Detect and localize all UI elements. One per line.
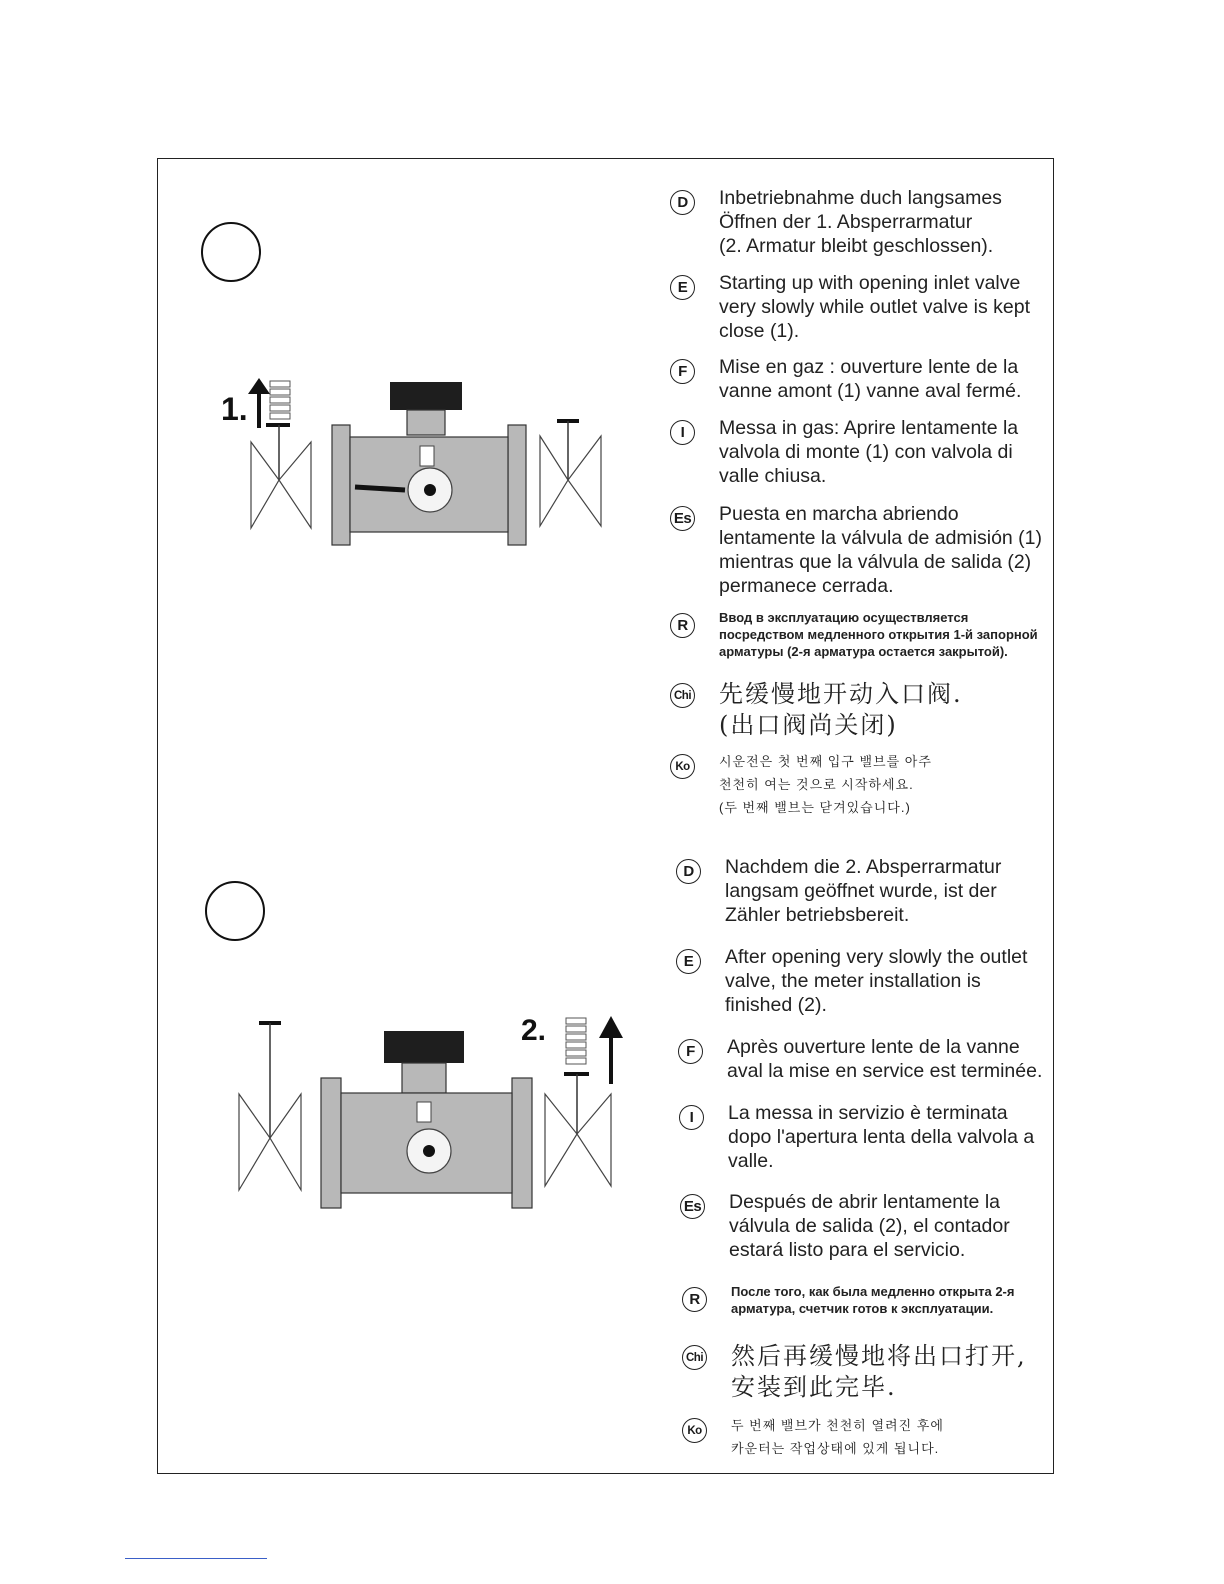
lang-badge-r: R [670, 613, 695, 638]
instruction-text: Mise en gaz : ouverture lente de la vanne amont (1) vanne aval fermé. [719, 356, 1022, 402]
inlet-valve-icon [239, 1023, 301, 1190]
instruction-text: 然后再缓慢地将出口打开, 安装到此完毕. [731, 1342, 1027, 1401]
instruction-text: Inbetriebnahme duch langsames Öffnen der 1. Absperrarmatur (2. Armatur bleibt geschlossen). [719, 187, 1002, 257]
instruction-es-1 [670, 502, 1042, 598]
gas-meter-icon [321, 1031, 532, 1208]
step-1-marker-circle [201, 222, 261, 282]
step-2-label: 2. [521, 1014, 547, 1047]
lang-badge-f: F [678, 1039, 703, 1064]
instruction-zh-1 [670, 679, 963, 741]
outlet-valve-icon [540, 421, 601, 526]
instruction-text: After opening very slowly the outlet valve, the meter installation is finished (2). [725, 946, 1028, 1016]
footnote-rule [125, 1558, 267, 1559]
instruction-es-2 [680, 1190, 1010, 1262]
step-2-marker-circle [205, 881, 265, 941]
lang-badge-d: D [676, 859, 701, 884]
lang-badge-ko: Ko [682, 1418, 707, 1443]
instruction-de-2 [676, 855, 1001, 927]
lang-badge-ko: Ko [670, 754, 695, 779]
instruction-it-2 [679, 1101, 1034, 1173]
instruction-text: Nachdem die 2. Absperrarmatur langsam geöffnet wurde, ist der Zähler betriebsbereit. [725, 856, 1002, 926]
instruction-text: 두 번째 밸브가 천천히 열려진 후에 카운터는 작업상태에 있게 됩니다. [731, 1418, 944, 1456]
lang-badge-chi: Chi [670, 683, 695, 708]
open-arrow-icon [599, 1016, 623, 1084]
instruction-text: 시운전은 첫 번째 입구 밸브를 아주 천천히 여는 것으로 시작하세요. (두 번째 밸브는 닫겨있습니다.) [719, 754, 932, 815]
instruction-text: La messa in servizio è terminata dopo l'apertura lenta della valvola a valle. [728, 1102, 1035, 1172]
step-1-diagram [215, 370, 615, 555]
instruction-de-1 [670, 186, 1002, 258]
instruction-ru-1 [670, 609, 1038, 660]
instruction-ru-2 [682, 1283, 1014, 1317]
instruction-it-1 [670, 416, 1018, 488]
instruction-text: 先缓慢地开动入口阀. (出口阀尚关闭) [719, 680, 963, 739]
lang-badge-f: F [670, 359, 695, 384]
lang-badge-es: Es [680, 1194, 705, 1219]
lang-badge-es: Es [670, 506, 695, 531]
lang-badge-i: I [679, 1105, 704, 1130]
instruction-text: Puesta en marcha abriendo lentamente la válvula de admisión (1) mientras que la válvula de salida (2) permanece cerrada. [719, 503, 1043, 597]
lang-badge-e: E [676, 949, 701, 974]
instruction-fr-1 [670, 355, 1021, 403]
gas-meter-icon [332, 382, 526, 545]
lang-badge-i: I [670, 420, 695, 445]
step-2-diagram [225, 1010, 635, 1215]
instruction-ko-1 [670, 750, 932, 819]
instruction-zh-2 [682, 1341, 1027, 1403]
instruction-ko-2 [682, 1414, 944, 1460]
lang-badge-d: D [670, 190, 695, 215]
lang-badge-e: E [670, 275, 695, 300]
instruction-text: Messa in gas: Aprire lentamente la valvola di monte (1) con valvola di valle chiusa. [719, 417, 1019, 487]
step-1-label: 1. [221, 391, 248, 427]
open-arrow-icon [248, 378, 270, 428]
instruction-en-2 [676, 945, 1027, 1017]
lang-badge-chi: Chi [682, 1345, 707, 1370]
outlet-valve-icon [545, 1018, 611, 1186]
lang-badge-r: R [682, 1287, 707, 1312]
instruction-fr-2 [678, 1035, 1042, 1083]
instruction-text: После того, как была медленно открыта 2-я арматура, счетчик готов к эксплуатации. [731, 1284, 1015, 1316]
instruction-text: Ввод в эксплуатацию осуществляется посредством медленного открытия 1-й запорной арматуры (2-я арматура остается закрытой). [719, 610, 1038, 659]
instruction-text: Starting up with opening inlet valve very slowly while outlet valve is kept close (1). [719, 272, 1031, 342]
instruction-text: Después de abrir lentamente la válvula de salida (2), el contador estará listo para el servicio. [729, 1191, 1010, 1261]
instruction-text: Après ouverture lente de la vanne aval la mise en service est terminée. [727, 1036, 1043, 1082]
instruction-en-1 [670, 271, 1030, 343]
